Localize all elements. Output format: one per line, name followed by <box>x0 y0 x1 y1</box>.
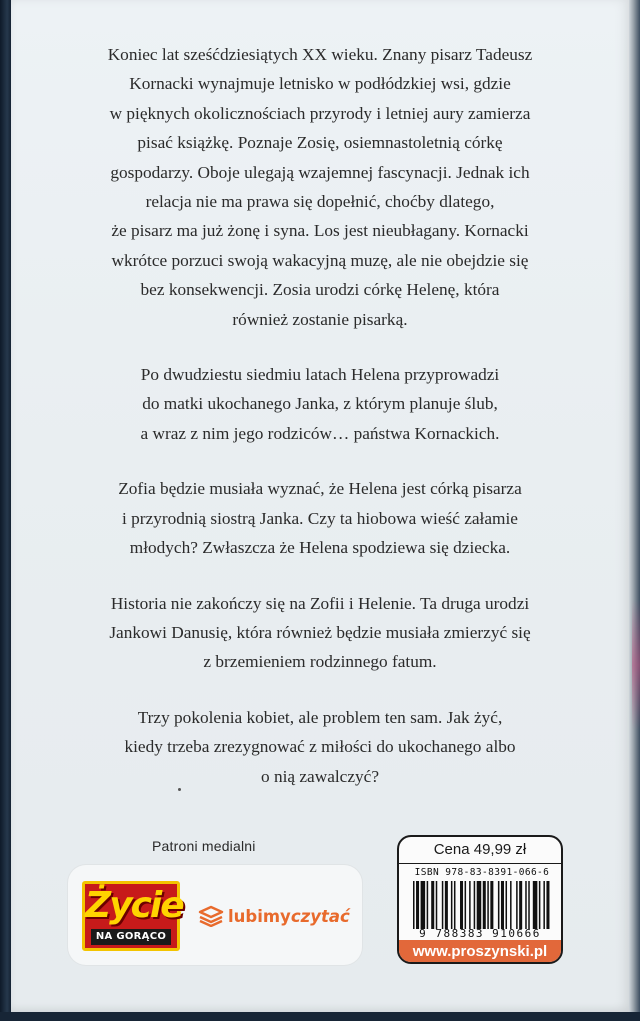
barcode-bar <box>510 881 512 929</box>
barcode-bar <box>460 881 463 929</box>
barcode-bar <box>469 881 471 929</box>
blurb-line: Koniec lat sześćdziesiątych XX wieku. Znany pisarz Tadeusz <box>107 45 533 64</box>
zycie-logo-subtitle: NA GORĄCO <box>91 929 171 945</box>
barcode-bar <box>546 881 549 929</box>
blurb-line: Jankowi Danusię, która również będzie musiała zmierzyć się <box>109 622 531 642</box>
blurb-line: w pięknych okolicznościach przyrody i letniej aury zamierza <box>109 103 531 123</box>
isbn-number: ISBN 978-83-8391-066-6 <box>414 867 550 878</box>
barcode-bar <box>477 881 482 929</box>
blurb-line: do matki ukochanego Janka, z którym planuje ślub, <box>142 394 498 414</box>
blurb-line: pisać książkę. Poznaje Zosię, osiemnastoletnią córkę <box>137 133 503 153</box>
blurb-line: gospodarzy. Oboje ulegają wzajemnej fascynacji. Jednak ich <box>110 162 530 182</box>
barcode-bar <box>516 881 518 929</box>
barcode-bar <box>431 881 434 929</box>
barcode-bar <box>506 881 508 929</box>
barcode-bar <box>445 881 448 929</box>
blurb-paragraph <box>40 360 600 448</box>
blurb-paragraph <box>40 589 600 677</box>
blurb-line: Kornacki wynajmuje letnisko w podłódzkiej wsi, gdzie <box>129 74 511 94</box>
zycie-na-goraco-logo <box>82 881 183 951</box>
barcode-bar <box>487 881 489 929</box>
barcode-bar <box>427 881 429 929</box>
blurb-line: a wraz z nim jego rodziców… państwa Kornackich. <box>140 423 500 443</box>
barcode-bar <box>519 881 522 929</box>
czytac-word: czytać <box>290 906 350 926</box>
blurb-line: bez konsekwencji. Zosia urodzi córkę Helenę, która <box>140 280 500 300</box>
barcode-bar <box>474 881 476 929</box>
blurb-line: o nią zawalczyć? <box>260 766 379 786</box>
barcode-bar <box>436 881 438 929</box>
barcode-bar <box>543 881 545 929</box>
patrons-label: Patroni medialni <box>152 838 256 854</box>
barcode-bar <box>454 881 456 929</box>
barcode-bar <box>451 881 453 929</box>
blurb-line: wkrótce porzuci swoją wakacyjną muzę, ale nie obejdzie się <box>111 250 529 270</box>
blurb-text <box>40 40 600 817</box>
barcode-bar <box>442 881 444 929</box>
barcode-bar <box>421 881 426 929</box>
book-stack-icon <box>198 905 224 927</box>
blurb-line: i przyrodnią siostrą Janka. Czy ta hiobowa wieść załamie <box>122 508 518 528</box>
page-edge-tint <box>632 600 640 730</box>
barcode-bar <box>413 881 415 929</box>
barcode-bar <box>465 881 467 929</box>
blurb-line: z brzemieniem rodzinnego fatum. <box>203 652 437 672</box>
barcode-bar <box>498 881 500 929</box>
page-edge <box>629 0 640 1021</box>
barcode-digits: 9 788383 910666 <box>419 927 541 940</box>
barcode-bar <box>539 881 541 929</box>
blurb-line: również zostanie pisarką. <box>232 309 408 329</box>
blurb-line: młodych? Zwłaszcza że Helena spodziewa się dziecka. <box>129 538 511 558</box>
lubimyczytac-logo <box>198 903 350 929</box>
barcode-bar <box>501 881 504 929</box>
blurb-paragraph <box>40 474 600 562</box>
blurb-line: relacja nie ma prawa się dopełnić, choćby dlatego, <box>145 192 495 212</box>
price-label: Cena 49,99 zł <box>433 841 527 858</box>
patrons-logos-panel <box>68 865 362 965</box>
blurb-line: Trzy pokolenia kobiet, ale problem ten sam. Jak żyć, <box>137 707 503 727</box>
lubimyczytac-wordmark <box>228 907 350 926</box>
barcode-bar <box>528 881 530 929</box>
blurb-paragraph <box>40 703 600 791</box>
barcode-bar <box>483 881 486 929</box>
barcode-bar <box>525 881 527 929</box>
table-surface <box>0 1012 640 1021</box>
blurb-line: Zofia będzie musiała wyznać, że Helena jest córką pisarza <box>118 479 522 499</box>
price-divider <box>399 863 561 864</box>
publisher-website[interactable]: www.proszynski.pl <box>399 940 561 964</box>
blurb-line: kiedy trzeba zrezygnować z miłości do ukochanego albo <box>124 737 516 757</box>
blurb-line: Historia nie zakończy się na Zofii i Helenie. Ta druga urodzi <box>110 593 530 613</box>
blurb-line: że pisarz ma już żonę i syna. Los jest nieubłagany. Kornacki <box>111 221 529 241</box>
barcode-bar <box>416 881 419 929</box>
blurb-line: Po dwudziestu siedmiu latach Helena przyprowadzi <box>140 365 500 385</box>
barcode-bar <box>533 881 538 929</box>
zycie-logo-title: Życie <box>85 885 183 926</box>
lubimy-word: lubimy <box>228 906 291 926</box>
barcode-bar <box>490 881 493 929</box>
blurb-paragraph <box>40 40 600 334</box>
barcode <box>413 881 551 929</box>
stray-dot <box>178 788 181 791</box>
price-isbn-box <box>397 835 563 964</box>
